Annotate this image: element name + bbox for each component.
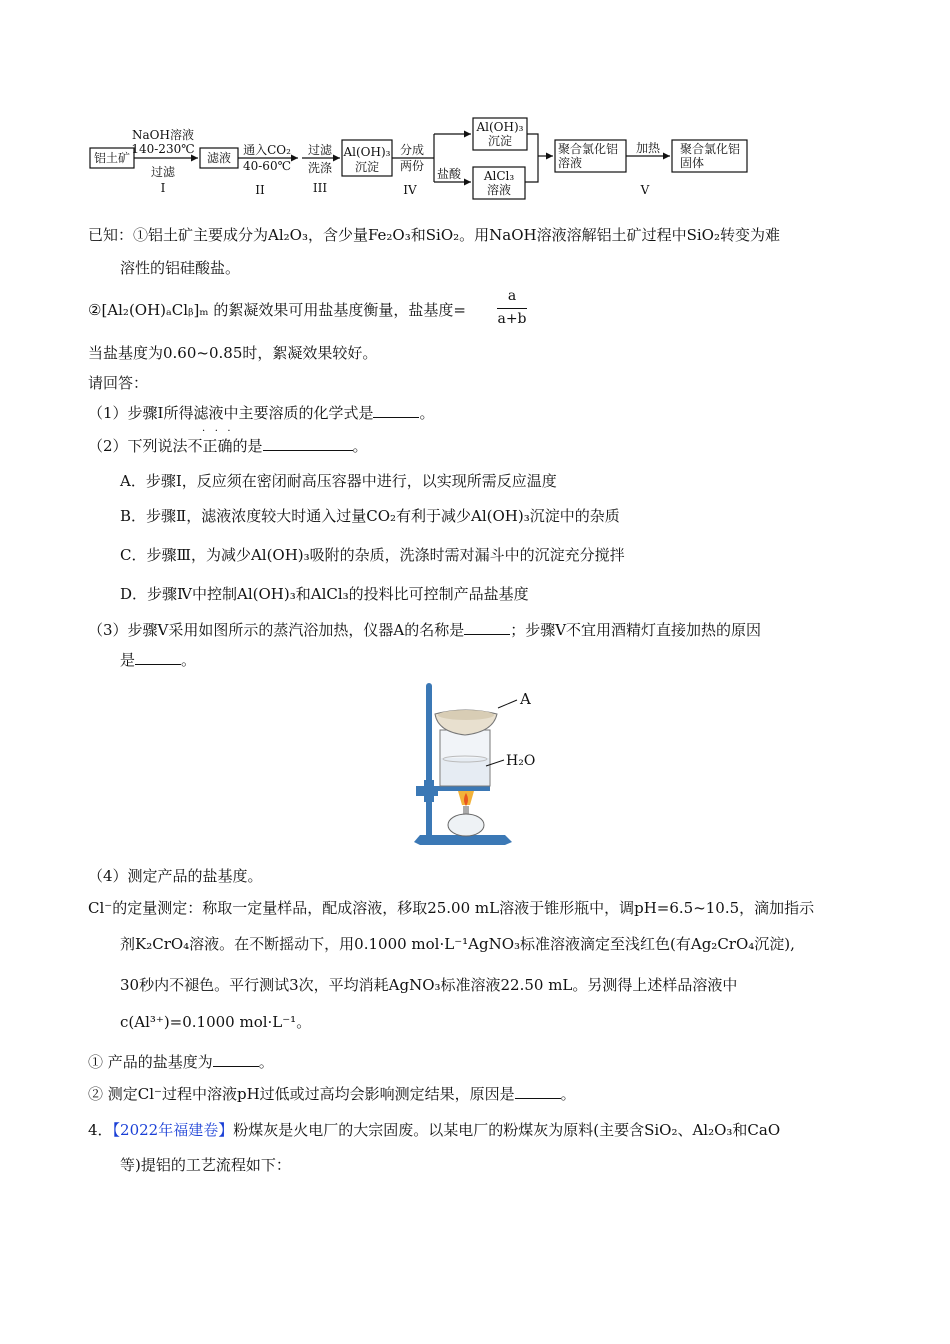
known-line-3: ②[Al₂(OH)ₐClᵦ]ₘ 的絮凝效果可用盐基度衡量，盐基度=: [88, 301, 466, 319]
known-line-2: 溶性的铝硅酸盐。: [120, 259, 241, 277]
answer-blank-3b[interactable]: [135, 650, 181, 665]
step-4: IV: [403, 183, 417, 197]
answer-blank-3a[interactable]: [464, 620, 510, 635]
question-source: 【2022年福建卷】: [112, 1121, 234, 1139]
option-d[interactable]: D．步骤Ⅳ中控制Al(OH)₃和AlCl₃的投料比可控制产品盐基度: [120, 585, 529, 603]
question-4-sub-2-text: ② 测定Cl⁻过程中溶液pH过低或过高均会影响测定结果，原因是: [88, 1085, 515, 1103]
label-naoh: NaOH溶液: [132, 128, 194, 142]
fraction-numerator: a: [507, 288, 517, 304]
label-heat: 加热: [635, 141, 661, 155]
next-question-line-2: 等)提铝的工艺流程如下：: [120, 1156, 291, 1174]
node-poly-sol-2: 溶液: [558, 156, 583, 170]
next-question: [88, 1120, 780, 1140]
label-filter2: 过滤: [307, 143, 333, 157]
step-5: V: [640, 183, 650, 197]
question-3-text-c: 是: [120, 651, 136, 669]
label-co2: 通入CO₂: [243, 143, 291, 157]
label-h2o: H₂O: [506, 753, 536, 769]
question-4-line-4: c(Al³⁺)=0.1000 mol·L⁻¹。: [120, 1013, 312, 1031]
node-poly-solid-1: 聚合氯化铝: [680, 142, 741, 156]
answer-blank-1[interactable]: [373, 403, 419, 418]
question-4-line-3: 30秒内不褪色。平行测试3次，平均消耗AgNO₃标准溶液22.50 mL。另测得上述样品溶液中: [120, 976, 738, 994]
question-2: [88, 436, 368, 456]
process-flow-diagram: [0, 0, 950, 210]
answer-blank-4b[interactable]: [515, 1084, 561, 1099]
option-c[interactable]: C．步骤Ⅲ，为减少Al(OH)₃吸附的杂质，洗涤时需对漏斗中的沉淀充分搅拌: [120, 546, 625, 564]
node-poly-solid-2: 固体: [680, 156, 705, 170]
question-3-text-a: （3）步骤Ⅴ采用如图所示的蒸汽浴加热，仪器A的名称是: [88, 621, 465, 639]
answer-blank-4a[interactable]: [213, 1052, 259, 1067]
label-two: 两份: [399, 159, 425, 173]
question-3-end: 。: [181, 651, 197, 669]
option-b[interactable]: B．步骤Ⅱ，滤液浓度较大时通入过量CO₂有利于减少Al(OH)₃沉淀中的杂质: [120, 507, 620, 525]
label-temp2: 40-60℃: [242, 159, 292, 173]
node-filtrate: 滤液: [206, 151, 232, 165]
question-1-end: 。: [419, 404, 435, 422]
question-4-sub-1-text: ① 产品的盐基度为: [88, 1053, 213, 1071]
known-line-4: 当盐基度为0.60~0.85时，絮凝效果较好。: [88, 344, 378, 362]
steam-bath-apparatus-figure: [400, 680, 560, 850]
node-precip-sub: 沉淀: [354, 160, 380, 174]
answer-blank-2[interactable]: [263, 436, 353, 451]
question-number: 4．: [88, 1121, 113, 1139]
option-a[interactable]: A．步骤I，反应须在密闭耐高压容器中进行，以实现所需反应温度: [120, 472, 557, 490]
question-3-text-b: ；步骤Ⅴ不宜用酒精灯直接加热的原因: [510, 621, 762, 639]
label-temp1: 140-230℃: [131, 142, 195, 156]
node-poly-sol-1: 聚合氯化铝: [558, 142, 619, 156]
question-4-line-1: Cl⁻的定量测定：称取一定量样品，配成溶液，移取25.00 mL溶液于锥形瓶中，调pH=6.5~10.5，滴加指示: [88, 899, 815, 917]
question-1-text: （1）步骤Ⅰ所得滤液中主要溶质的化学式是: [88, 404, 374, 422]
next-question-text: 粉煤灰是火电厂的大宗固废。以某电厂的粉煤灰为原料(主要含SiO₂、Al₂O₃和CaO: [233, 1121, 781, 1139]
node-upper-sub: 沉淀: [487, 134, 513, 148]
step-1: I: [160, 181, 166, 195]
question-4-sub-2: [88, 1084, 576, 1104]
label-wash: 洗涤: [307, 161, 333, 175]
step-2: II: [255, 183, 265, 197]
question-1: [88, 403, 435, 423]
question-2-text: （2）下列说法不正确的是: [88, 437, 263, 455]
known-line-5: 请回答：: [88, 374, 149, 392]
label-filter1: 过滤: [150, 165, 176, 179]
emphasis-dots: · · ·: [202, 426, 231, 437]
fraction-denominator: a+b: [497, 311, 527, 327]
question-4: （4）测定产品的盐基度。: [88, 867, 263, 885]
question-2-end: 。: [352, 437, 368, 455]
label-a: A: [520, 690, 531, 708]
question-4-line-2: 剂K₂CrO₄溶液。在不断摇动下，用0.1000 mol·L⁻¹AgNO₃标准溶液滴定至浅红色(有Ag₂CrO₄沉淀),: [120, 935, 795, 953]
node-lower-sub: 溶液: [486, 183, 512, 197]
known-line-1: 已知：①铝土矿主要成分为Al₂O₃，含少量Fe₂O₃和SiO₂。用NaOH溶液溶解铝土矿过程中SiO₂转变为难: [88, 226, 780, 244]
node-ore: 铝土矿: [93, 151, 131, 165]
node-upper: Al(OH)₃: [476, 120, 524, 134]
label-hcl: 盐酸: [436, 167, 462, 181]
question-4-sub-2-end: 。: [560, 1085, 576, 1103]
label-split: 分成: [399, 143, 425, 157]
node-precip: Al(OH)₃: [343, 145, 391, 159]
question-3-cont: [120, 650, 196, 670]
question-4-sub-1-end: 。: [258, 1053, 274, 1071]
fraction-bar: [497, 308, 527, 309]
question-4-sub-1: [88, 1052, 274, 1072]
node-lower: AlCl₃: [483, 169, 515, 183]
question-3: [88, 620, 761, 640]
step-3: III: [312, 181, 328, 195]
